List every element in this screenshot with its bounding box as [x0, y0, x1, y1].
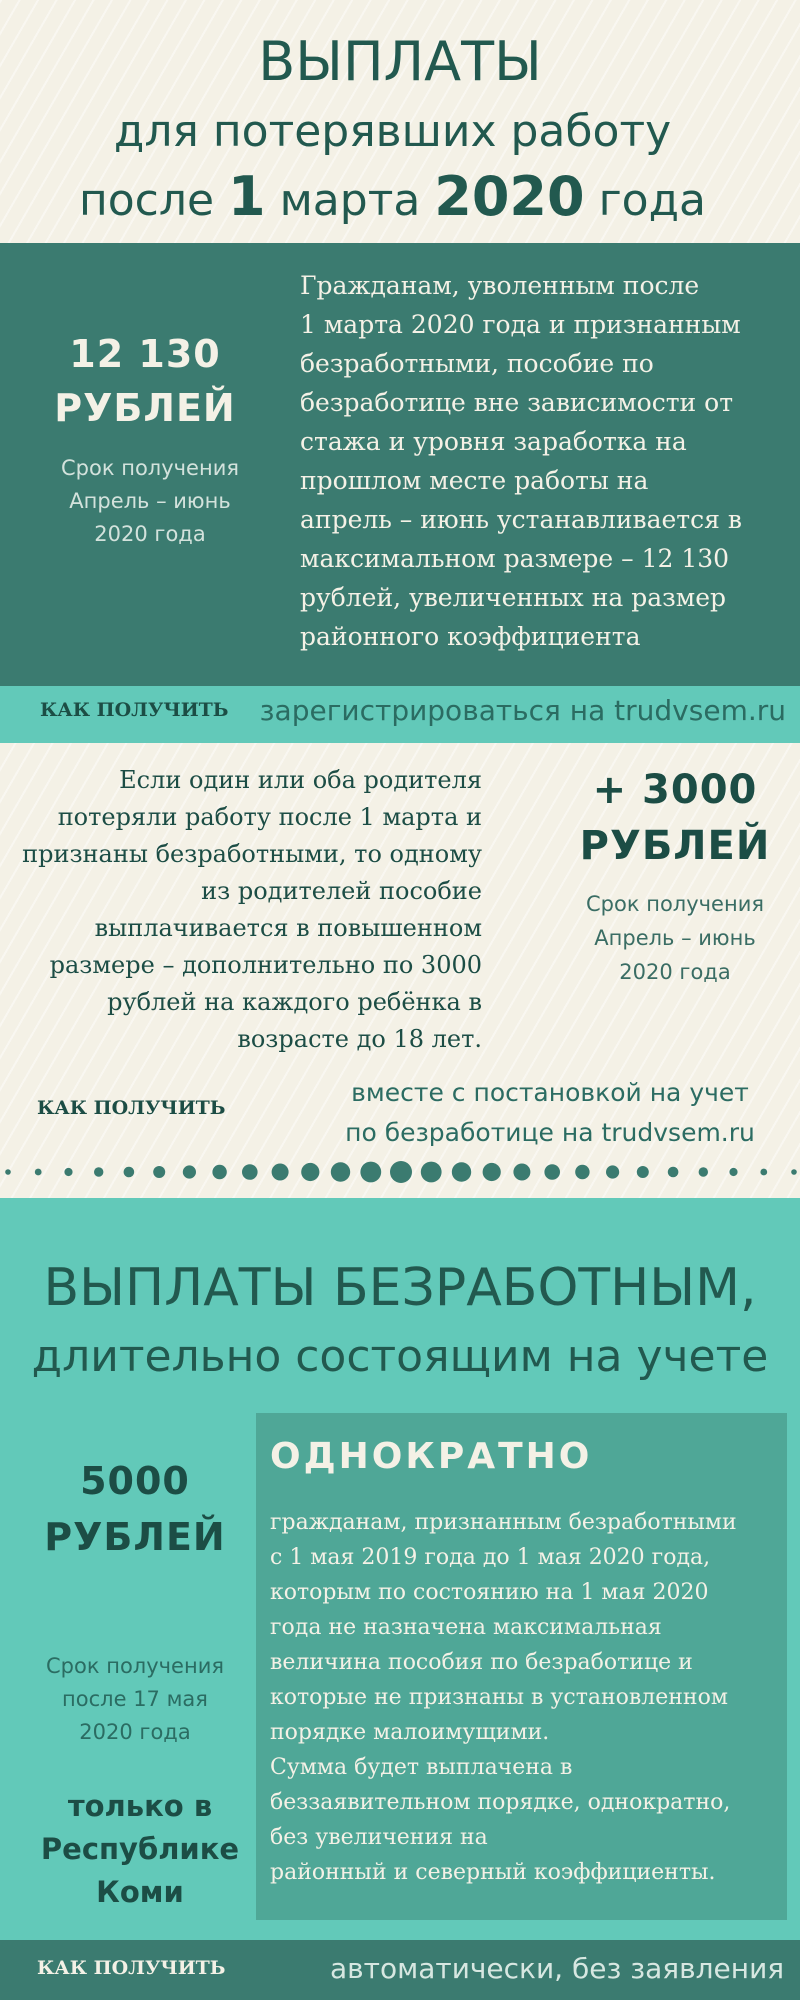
section2-text-line: потеряли работу после 1 марта и: [57, 803, 482, 831]
divider-dot: [513, 1164, 530, 1181]
section3-term: [30, 1650, 240, 1749]
section1-how-label: КАК ПОЛУЧИТЬ: [40, 699, 229, 721]
dotted-divider: [0, 1157, 800, 1187]
section2-text-line: Если один или оба родителя: [119, 766, 482, 794]
header-subtitle: для потерявших работу: [113, 106, 672, 157]
section1-text-line: Гражданам, уволенным после: [300, 271, 700, 300]
section3-term-line: после 17 мая: [62, 1687, 208, 1711]
section2-amount-block: [555, 762, 795, 874]
divider-dot: [575, 1165, 589, 1179]
divider-dot: [272, 1164, 289, 1181]
section1-text-line: безработице вне зависимости от: [300, 388, 734, 417]
section2-amount: + 3000: [592, 767, 758, 813]
section1-text-line: районного коэффициента: [300, 622, 641, 651]
divider-dot: [760, 1169, 767, 1176]
section3-text-line: без увеличения на: [270, 1825, 488, 1850]
section3-how-value: автоматически, без заявления: [330, 1952, 785, 1985]
section2-term-line: Срок получения: [586, 892, 764, 916]
divider-dot: [183, 1165, 196, 1178]
section2-term-line: Апрель – июнь: [594, 926, 756, 950]
section3-description: [270, 1505, 775, 1890]
section3-text-line: величина пособия по безработице и: [270, 1650, 693, 1675]
section3-title: ВЫПЛАТЫ БЕЗРАБОТНЫМ,: [43, 1258, 757, 1318]
section2-term: [565, 887, 785, 989]
section2-text-line: признаны безработными, то одному: [22, 840, 482, 868]
header-date-suffix: года: [584, 175, 706, 226]
section2-how-value: [300, 1073, 800, 1153]
header-date-line: [0, 165, 785, 228]
section3-currency: РУБЛЕЙ: [44, 1515, 226, 1559]
divider-dot: [360, 1162, 381, 1183]
divider-dot: [699, 1167, 708, 1176]
divider-dot: [606, 1165, 619, 1178]
section3-amount: 5000: [80, 1459, 190, 1503]
section3-text-line: гражданам, признанным безработными: [270, 1510, 737, 1535]
divider-dot: [124, 1167, 135, 1178]
section1-text-line: безработными, пособие по: [300, 349, 654, 378]
section3-text-line: которым по состоянию на 1 мая 2020: [270, 1580, 709, 1605]
divider-dot: [5, 1169, 11, 1175]
section1-term: [50, 452, 250, 551]
section1-currency: РУБЛЕЙ: [54, 386, 236, 430]
section1-term-line: Апрель – июнь: [69, 489, 231, 513]
divider-dot: [668, 1167, 679, 1178]
section3-once-label: ОДНОКРАТНО: [270, 1436, 593, 1477]
section2-currency: РУБЛЕЙ: [579, 823, 771, 869]
section1-text-line: стажа и уровня заработка на: [300, 427, 687, 456]
section2-text-line: возрасте до 18 лет.: [237, 1025, 482, 1053]
section3-text-line: с 1 мая 2019 года до 1 мая 2020 года,: [270, 1545, 711, 1570]
section2-how-value-line: вместе с постановкой на учет: [351, 1078, 749, 1107]
divider-dot: [212, 1165, 226, 1179]
section2-text-line: рублей на каждого ребёнка в: [107, 988, 482, 1016]
section1-text-line: рублей, увеличенных на размер: [300, 583, 727, 612]
divider-dot: [390, 1161, 412, 1183]
section2-term-line: 2020 года: [619, 960, 731, 984]
section2-how-value-line: по безработице на trudvsem.ru: [345, 1118, 755, 1147]
divider-dot: [791, 1169, 797, 1175]
divider-dot: [64, 1168, 72, 1176]
header-date-prefix: после: [78, 175, 229, 226]
header-title: ВЫПЛАТЫ: [258, 30, 542, 93]
section3-region: [25, 1785, 255, 1914]
section3-region-line: Коми: [96, 1875, 184, 1909]
section3-text-line: районный и северный коэффициенты.: [270, 1860, 716, 1885]
section1-term-line: 2020 года: [94, 522, 206, 546]
section3-region-line: Республике: [40, 1832, 240, 1866]
section1-amount: 12 130: [69, 332, 221, 376]
section1-text-line: 1 марта 2020 года и признанным: [300, 310, 741, 339]
section2-text-line: выплачивается в повышенном: [94, 914, 482, 942]
section2-text-line: размере – дополнительно по 3000: [49, 951, 482, 979]
section3-text-line: которые не признаны в установленном: [270, 1685, 728, 1710]
section2-how-label: КАК ПОЛУЧИТЬ: [37, 1097, 226, 1119]
section2-description: [0, 762, 482, 1058]
section1-description: [300, 266, 780, 656]
divider-dot: [452, 1162, 471, 1181]
divider-dot: [35, 1169, 42, 1176]
section3-text-line: порядке малоимущими.: [270, 1720, 550, 1745]
header-date-month: марта: [265, 175, 435, 226]
section2-text-line: из родителей пособие: [201, 877, 482, 905]
divider-dot: [729, 1168, 737, 1176]
section1-text-line: апрель – июнь устанавливается в: [300, 505, 742, 534]
section3-subtitle: длительно состоящим на учете: [31, 1331, 769, 1382]
section3-how-label: КАК ПОЛУЧИТЬ: [37, 1957, 226, 1979]
divider-dot: [544, 1164, 560, 1180]
section3-text-line: года не назначена максимальная: [270, 1615, 662, 1640]
section1-text-line: прошлом месте работы на: [300, 466, 649, 495]
section3-term-line: Срок получения: [46, 1654, 224, 1678]
section1-amount-block: [30, 327, 260, 435]
section3-region-line: только в: [67, 1789, 213, 1823]
section1-term-line: Срок получения: [61, 456, 239, 480]
header-date-year: 2020: [434, 165, 585, 228]
header-date-day: 1: [228, 165, 266, 228]
divider-dot: [242, 1164, 258, 1180]
section1-how-value: зарегистрироваться на trudvsem.ru: [259, 694, 786, 727]
divider-dot: [301, 1163, 319, 1181]
divider-dot: [331, 1162, 350, 1181]
divider-dot: [94, 1167, 103, 1176]
divider-dot: [421, 1162, 442, 1183]
divider-dot: [483, 1163, 501, 1181]
divider-dot: [153, 1166, 165, 1178]
section3-text-line: беззаявительном порядке, однократно,: [270, 1790, 731, 1815]
section3-text-line: Сумма будет выплачена в: [270, 1755, 573, 1780]
section3-amount-block: [30, 1453, 240, 1565]
section1-text-line: максимальном размере – 12 130: [300, 544, 730, 573]
section3-term-line: 2020 года: [79, 1720, 191, 1744]
divider-dot: [637, 1166, 649, 1178]
